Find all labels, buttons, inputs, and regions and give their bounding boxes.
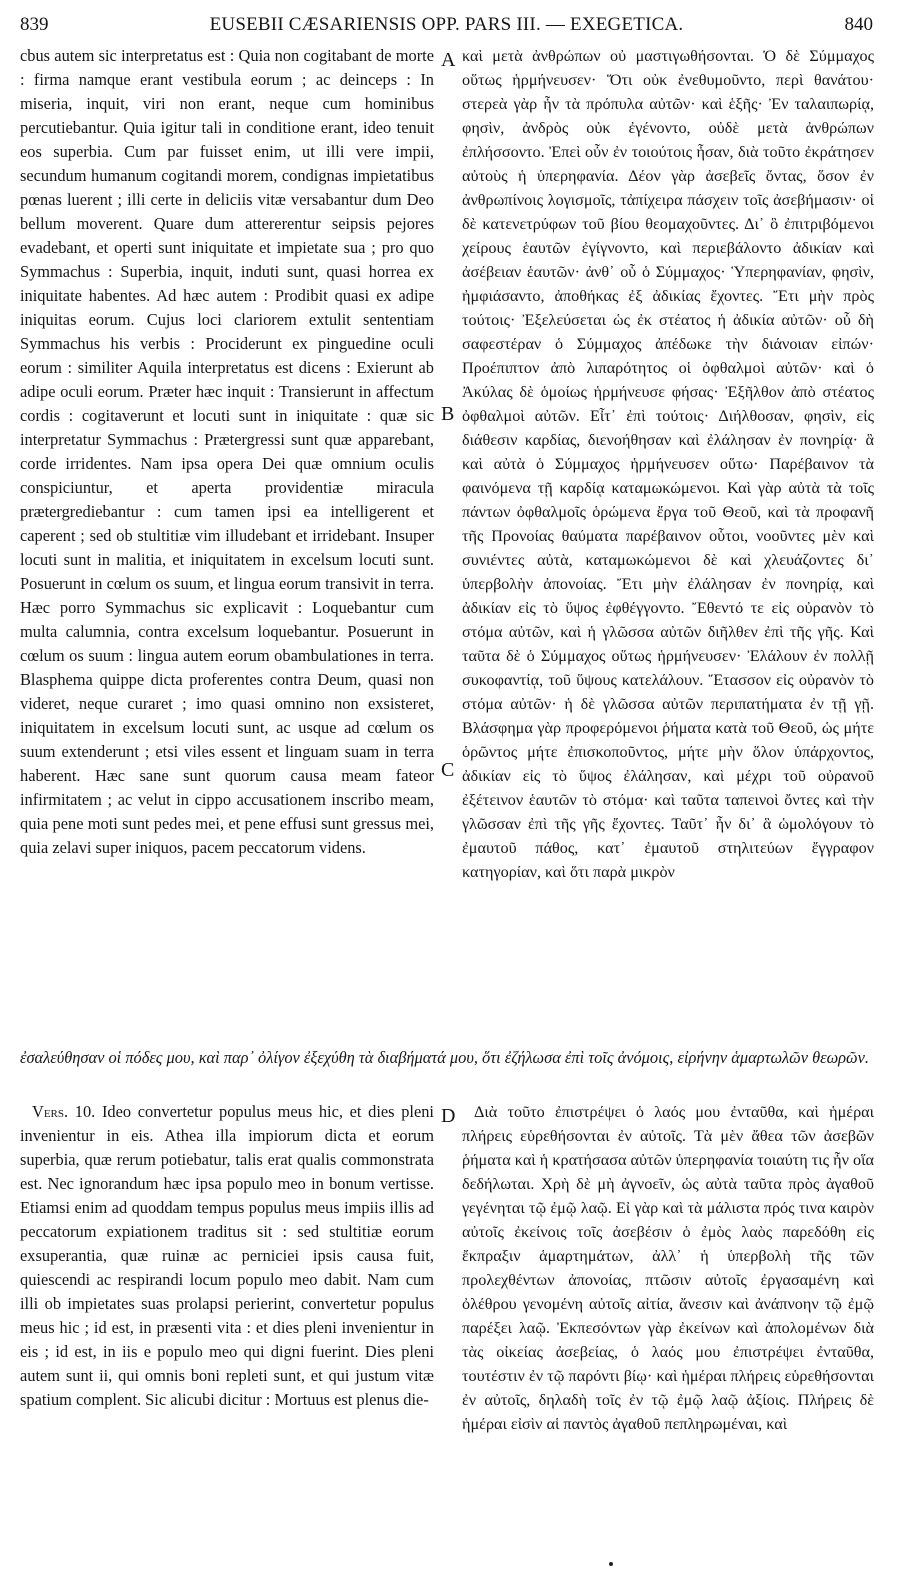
- greek-column-bottom: [462, 1100, 874, 1560]
- section-marker-d: D: [441, 1105, 456, 1127]
- greek-paragraph-bottom: Διὰ τοῦτο ἐπιστρέψει ὁ λαός μου ἐνταῦθα, καὶ ἡμέραι πλήρεις εὑρεθήσονται ἐν αὐτοῖς. Τὰ μὲν ἄθεα τῶν ἀσεβῶν ῥήματα καὶ ἡ κρατήσασα αὐτῶν ὑπερηφανία τοιαύτη τις ἦν οἵα δεδήλωται. Χρὴ δὲ μὴ ἀγνοεῖν, ὡς αὐτὰ ταῦτα πρὸς ἀγαθοῦ γεγένηται τῷ ἐμῷ λαῷ. Εἰ γὰρ καὶ τὰ μάλιστα πρός τινα καιρὸν αὐτοῖς ἐκείνοις τοῖς ἀσεβέσιν ὁ ἐμὸς λαὸς παρεδόθη εἰς ἔκπραξιν ἁμαρτημάτων, ἀλλ᾽ ἡ ὑπερβολὴ τῆς τῶν προλεχθέντων ἀπονοίας, πτῶσιν αὐτοῖς ἐργασαμένη καὶ ὀλέθρου γενομένη αὐτοῖς αἰτία, ἄνεσιν καὶ ἀνάπνοην τῷ ἐμῷ παρέξει λαῷ. Ἐκπεσόντων γὰρ ἐκείνων καὶ ἀπολομένων διὰ τὰς οἰκείας ἀσεβείας, ὁ λαός μου ἐπιστρέψει ἐνταῦθα, τουτέστιν ἐν τῷ παρόντι βίῳ· καὶ ἡμέραι πλήρεις εὑρεθήσονται ἐν αὐτοῖς, δηλαδὴ τοῖς ἐν τῷ ἐμῷ λαῷ ἀξίοις. Πλήρεις δὲ ἡμέραι εἰσὶν αἱ παντὸς ἀγαθοῦ πεπληρωμέναι, καὶ: [462, 1103, 874, 1433]
- page-number-right: 840: [844, 14, 873, 35]
- latin-bottom-text: Ideo convertetur populus meus hic, et dies pleni invenientur in eis. Athea illa impiorum dicta et eorum superbia, quæ rerum potiebatur, talis erat qualis commonstrata est. Nec ignorandum hæc ipsa populo meo in bonum vertisse. Etiamsi enim ad quoddam tempus populus meus impiis illis ad peccatorum expiationem traditus sit : sed stultitiæ eorum exsuperantia, quæ ruinæ ac perniciei ipsis causa fuit, quiescendi ac respirandi locum populo meo dabit. Nam cum illi ob impietates suas prolapsi perierint, convertetur populus meus hic ; id est, in præsenti vita : et dies pleni invenientur in eis ; id est, in iis e populo meo qui digni fuerint. Dies pleni autem sunt ii, qui omnis boni repleti sunt, et qui justum vitæ spatium complent. Sic alicubi dicitur : Mortuus est plenus die-: [20, 1102, 434, 1409]
- greek-paragraph-top: καὶ μετὰ ἀνθρώπων οὐ μαστιγωθήσονται. Ὁ δὲ Σύμμαχος οὕτως ἡρμήνευσεν· Ὅτι οὐκ ἐνεθυμοῦντο, περὶ θανάτου· στερεὰ γὰρ ἦν τὰ πρόπυλα αὐτῶν· καὶ ἑξῆς· Ἐν ταλαιπωρίᾳ, φησὶν, ἀνδρὸς οὐκ ἐγένοντο, οὐδὲ μετὰ ἀνθρώπων ἐπλήσσοντο. Ἐπεὶ οὖν ἐν τοιούτοις ἦσαν, διὰ τοῦτο ἐκράτησεν αὐτοὺς ἡ ὑπερηφανία. Δέον γὰρ ἀσεβεῖς ὄντας, ὅσον ἐν ἀνθρωπίνοις λογισμοῖς, τἀπίχειρα πάσχειν τοῖς ἀσεβήμασιν· οἱ δὲ κατενετρύφων τοῦ βίου θεομαχοῦντες. Δι᾽ ὃ ἐπιτριβόμενοι χείρους ἑαυτῶν ἐγίγνοντο, καὶ περιεβάλοντο ἀδικίαν καὶ ἀσέβειαν ἑαυτῶν· ἀνθ᾽ οὗ ὁ Σύμμαχος· Ὑπερηφανίαν, φησὶν, ἠμφιάσαντο, ἀποθήκας ἐξ ἀδικίας ἔχοντες. Ἔτι μὴν πρὸς τούτοις· Ἐξελεύσεται ὡς ἐκ στέατος ἡ ἀδικία αὐτῶν· οὗ δὴ σαφεστέραν ὁ Σύμμαχος ἀπέδωκε τὴν διάνοιαν εἰπών· Προέπιπτον ἀπὸ λιπαρότητος οἱ ὀφθαλμοὶ αὐτῶν· καὶ ὁ Ἀκύλας δὲ ὁμοίως ἡρμήνευσε φήσας· Ἐξῆλθον ἀπὸ στέατος ὀφθαλμοὶ αὐτῶν. Εἶτ᾽ ἐπὶ τούτοις· Διήλθοσαν, φησὶν, εἰς διάθεσιν καρδίας, διενοήθησαν καὶ ἐλάλησαν ἐν πονηρίᾳ· ἃ καὶ αὐτὰ ὁ Σύμμαχος ἡρμήνευσεν οὕτω· Παρέβαινον τὰ φαινόμενα τῇ καρδίᾳ καταμωκώμενοι. Καὶ γὰρ αὐτὰ τὰ τοῖς πάντων ὀφθαλμοῖς ὁρώμενα ἔργα τοῦ Θεοῦ, καὶ τὰ προφανῆ τῆς Προνοίας θαύματα παρέβαινον οὗτοι, νοοῦντες μὲν καὶ συνιέντες αὐτὰ, καταμωκώμενοι δὲ καὶ χλευάζοντες δι᾽ ὑπερβολὴν ἀπονοίας. Ἔτι μὴν ἐλάλησαν ἐν πονηρίᾳ, καὶ ἀδικίαν εἰς τὸ ὕψος ἐφθέγγοντο. Ἔθεντό τε εἰς οὐρανὸν τὸ στόμα αὐτῶν, καὶ ἡ γλῶσσα αὐτῶν διῆλθεν ἐπὶ τῆς γῆς. Καὶ ταῦτα δὲ ὁ Σύμμαχος οὕτως ἡρμήνευσεν· Ἐλάλουν ἐν πολλῇ συκοφαντίᾳ, τοῦ ὕψους κατελάλουν. Ἔτασσον εἰς οὐρανὸν τὸ στόμα αὐτῶν· ἡ δὲ γλῶσσα αὐτῶν περιπατήματα ἐν τῇ γῇ. Βλάσφημα γὰρ προφερόμενοι ῥήματα κατὰ τοῦ Θεοῦ, ὡς μήτε ὁρῶντος μήτε ἐπισκοποῦντος, μήτε μὴν ὅλον ὑπάρχοντος, ἀδικίαν εἰς τὸ ὕψος ἐλάλησαν, καὶ μέχρι τοῦ οὐρανοῦ ἐξέτεινον ἑαυτῶν τὸ στόμα· καὶ ταῦτα ταπεινοὶ ὄντες καὶ τὴν γλῶσσαν ἐπὶ τῆς γῆς ἔχοντες. Ταῦτ᾽ ἦν δι᾽ ἃ ὡμολόγουν τὸ ἐμαυτοῦ πάθος, κατ᾽ ἐμαυτοῦ στηλιτεύων ἔγγραφον κατηγορίαν, καὶ ὅτι παρὰ μικρὸν: [462, 47, 874, 881]
- spanning-line-text: ἐσαλεύθησαν οἱ πόδες μου, καὶ παρ᾽ ὀλίγον ἐξεχύθη τὰ διαβήματά μου, ὅτι ἐζήλωσα ἐπὶ τοῖς ἀνόμοις, εἰρήνην ἁμαρτωλῶν θεωρῶν.: [20, 1048, 869, 1067]
- section-marker-a: A: [441, 49, 456, 71]
- greek-column-top: [462, 44, 874, 1046]
- latin-column-bottom: [20, 1100, 434, 1560]
- latin-column-top: [20, 44, 434, 1046]
- latin-paragraph-bottom: [20, 1100, 434, 1412]
- page-header: [20, 14, 873, 38]
- verse-label: Vers. 10.: [32, 1102, 96, 1121]
- footnote-dot: [609, 1562, 613, 1566]
- latin-paragraph-top: cbus autem sic interpretatus est : Quia non cogitabant de morte : firma namque erant vestibula eorum ; ac deinceps : In miseria, inquit, viri non erant, neque cum hominibus percutiebantur. Quia igitur tali in conditione erant, ideo tenuit eos superbia. Cum par fuisset enim, ut illi vere impii, secundum humanum cogitandi morem, condignas impietatibus pœnas luerent ; illi certe in deliciis vitæ versabantur dum Deo bellum moverent. Quare dum attererentur seipsis pejores evadebant, et operti sunt iniquitate et impietate sua ; pro quo Symmachus : Superbia, inquit, induti sunt, quasi horrea ex iniquitate habentes. Ad hæc autem : Prodibit quasi ex adipe iniquitas eorum. Cujus loci clariorem extulit sententiam Symmachus his verbis : Prociderunt ex pinguedine oculi eorum : similiter Aquila interpretatus est dicens : Exierunt ab adipe oculi eorum. Præter hæc inquit : Transierunt in affectum cordis : cogitaverunt et locuti sunt in iniquitate : quæ sic interpretatur Symmachus : Prætergressi sunt quæ apparebant, corde irridentes. Nam ipsa opera Dei quæ omnium oculis conspiciuntur, et aperta providentiæ miracula prætergrediebantur : cum tamen ipsi ea intelligerent et caperent ; sed ob stultitiæ vim illudebant et irridebant. Insuper locuti sunt in malitia, et iniquitatem in excelsum locuti sunt. Posuerunt in cœlum os suum, et lingua eorum transivit in terra. Hæc porro Symmachus sic explicavit : Loquebantur cum multa calumnia, contra excelsum loquebantur. Posuerunt in cœlum os suum : lingua autem eorum obambulationes in terra. Blasphema quippe dicta proferentes contra Deum, quasi non videret, neque curaret ; imo quasi omnino non exsisteret, iniquitatem in excelsum locuti sunt, ac usque ad cœlum os suum extenderunt ; etsi viles essent et linguam suam in terra haberent. Hæc sane sunt quorum causa meam fateor infirmitatem ; ac velut in cippo accusationem inscribo meam, quia pene moti sunt pedes mei, et pene effusi sunt gressus mei, quia zelavi super iniquos, pacem peccatorum videns.: [20, 46, 434, 857]
- section-marker-c: C: [441, 759, 455, 781]
- page-number-left: 839: [20, 14, 49, 35]
- greek-spanning-line: [20, 1046, 873, 1094]
- section-marker-b: B: [441, 403, 455, 425]
- running-title: EUSEBII CÆSARIENSIS OPP. PARS III. — EXEGETICA.: [209, 14, 684, 35]
